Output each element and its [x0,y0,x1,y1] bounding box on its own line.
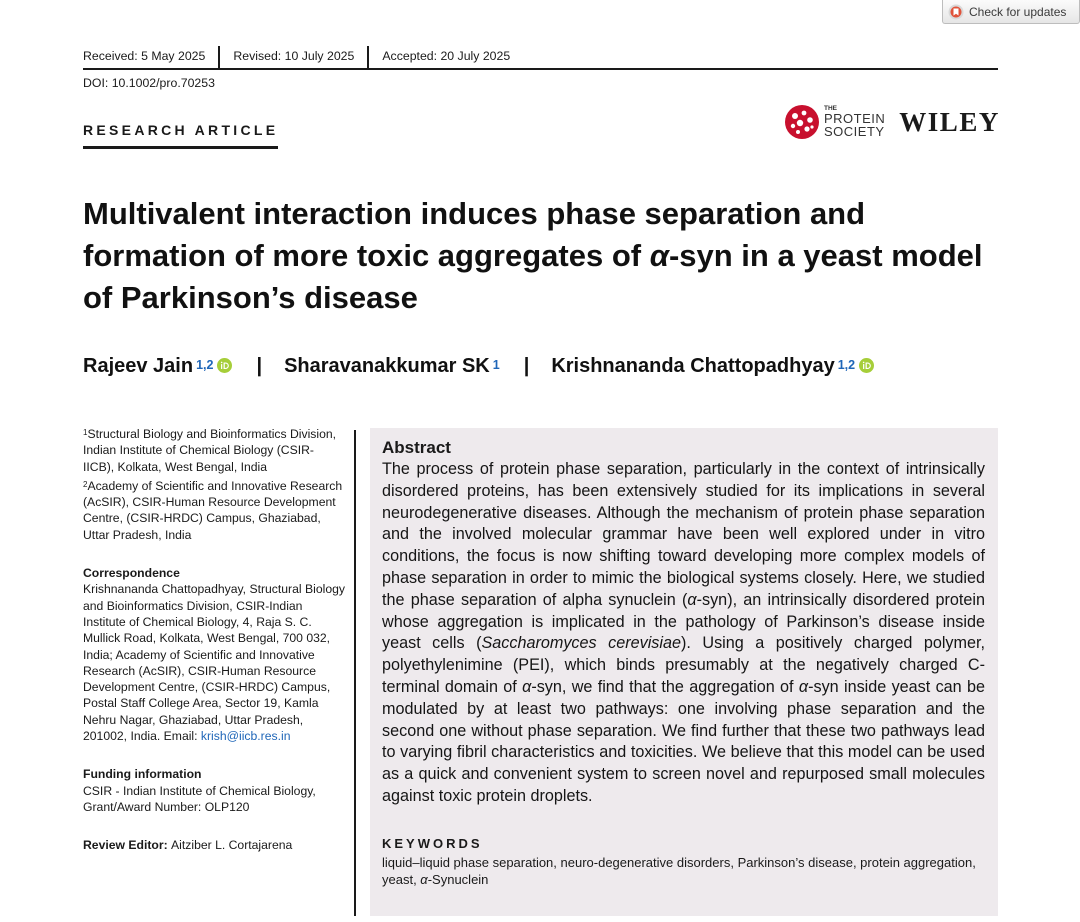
check-for-updates-button[interactable] [942,0,1080,24]
received-date: Received: 5 May 2025 [83,49,206,63]
author-name[interactable]: Sharavanakkumar SK [284,355,490,377]
publication-dates [83,46,998,70]
abstract-box [370,428,998,916]
article-type: RESEARCH ARTICLE [83,122,278,149]
author-list [83,355,874,378]
keywords-text: liquid–liquid phase separation, neuro-degenerative disorders, Parkinson’s disease, protein aggregation, yeast, α-Synuclein [382,854,976,888]
orcid-icon[interactable] [859,358,874,373]
check-for-updates-label: Check for updates [969,4,1067,19]
correspondence-text: Krishnananda Chattopadhyay, Structural Biology and Bioinformatics Division, CSIR-Indian Institute of Chemical Biology, 4, Raja S. C. Mullick Road, Kolkata, West Bengal, 700 032, India; Academy of Scientific and Innovative Research (AcSIR), CSIR-Human Resource Development Centre, (CSIR-HRDC) Campus, Postal Staff College Area, Sector 19, Kamla Nehru Nagar, Ghaziabad, Uttar Pradesh, 201002, India. Email: krish@iicb.res.in [83,582,345,744]
protein-society-wordmark: THE PROTEIN SOCIETY [824,104,886,140]
article-title: Multivalent interaction induces phase separation and formation of more toxic aggregates of α-syn in a yeast model of Parkinson’s disease [83,196,983,315]
author-separator: | [523,355,530,377]
doi[interactable]: DOI: 10.1002/pro.70253 [83,76,215,90]
protein-society-logo-icon [784,104,820,140]
article-info-sidebar [83,426,345,854]
funding-text: CSIR - Indian Institute of Chemical Biology, Grant/Award Number: OLP120 [83,783,316,814]
author-name[interactable]: Rajeev Jain [83,355,194,377]
review-editor: Review Editor: Aitziber L. Cortajarena [83,838,293,853]
abstract-text: The process of protein phase separation, particularly in the context of intrinsically disordered proteins, has been extensively studied for its implications in several neurodegenerative diseases. Although the mechanism of protein phase separation and the involved molecular grammar have been well explored under in vitro conditions, the focus is now shifting toward developing more complex models of phase separation in order to mimic the biological systems closely. Here, we studied the phase separation of alpha synuclein (α-syn), an intrinsically disordered protein whose aggregation is implicated in the pathology of Parkinson’s disease inside yeast cells (Saccharomyces cerevisiae). Using a positively charged polymer, polyethylenimine (PEI), which binds presumably at the negatively charged C-terminal domain of α-syn, we find that the aggregation of α-syn inside yeast can be modulated by at least two pathways: one involving phase separation and the second one without phase separation. We find further that these two pathways lead to varying fibril characteristics and toxicities. We believe that this model can be used as a quick and convenient system to screen novel and repurposed small molecules against toxic protein droplets. [382,460,986,805]
column-divider [354,430,356,916]
author-name[interactable]: Krishnananda Chattopadhyay [551,355,835,377]
author-separator: | [256,355,263,377]
keywords-heading: KEYWORDS [382,835,483,851]
revised-date: Revised: 10 July 2025 [233,49,355,63]
date-divider [367,46,369,70]
wiley-logo: WILEY [899,106,1000,137]
affiliation: $^1$Structural Biology and Bioinformatics Division, Indian Institute of Chemical Biology (CSIR-IICB), Kolkata, West Bengal, India [83,427,337,474]
email-link[interactable]: krish@iicb.res.in [200,729,291,744]
abstract-heading: Abstract [382,438,451,457]
date-divider [218,46,220,70]
funding-heading: Funding information [83,767,202,782]
author-affiliation[interactable]: 1,2 [837,358,856,372]
accepted-date: Accepted: 20 July 2025 [382,49,511,63]
affiliation: $^2$Academy of Scientific and Innovative Research (AcSIR), CSIR-Human Resource Development Centre, (CSIR-HRDC) Campus, Ghaziabad, Uttar Pradesh, India [83,478,343,542]
crossmark-icon [948,4,964,20]
correspondence-heading: Correspondence [83,566,180,581]
author-affiliation[interactable]: 1 [492,358,500,372]
orcid-icon[interactable] [217,358,232,373]
author-affiliation[interactable]: 1,2 [196,358,214,372]
publisher-logos [784,104,1000,140]
